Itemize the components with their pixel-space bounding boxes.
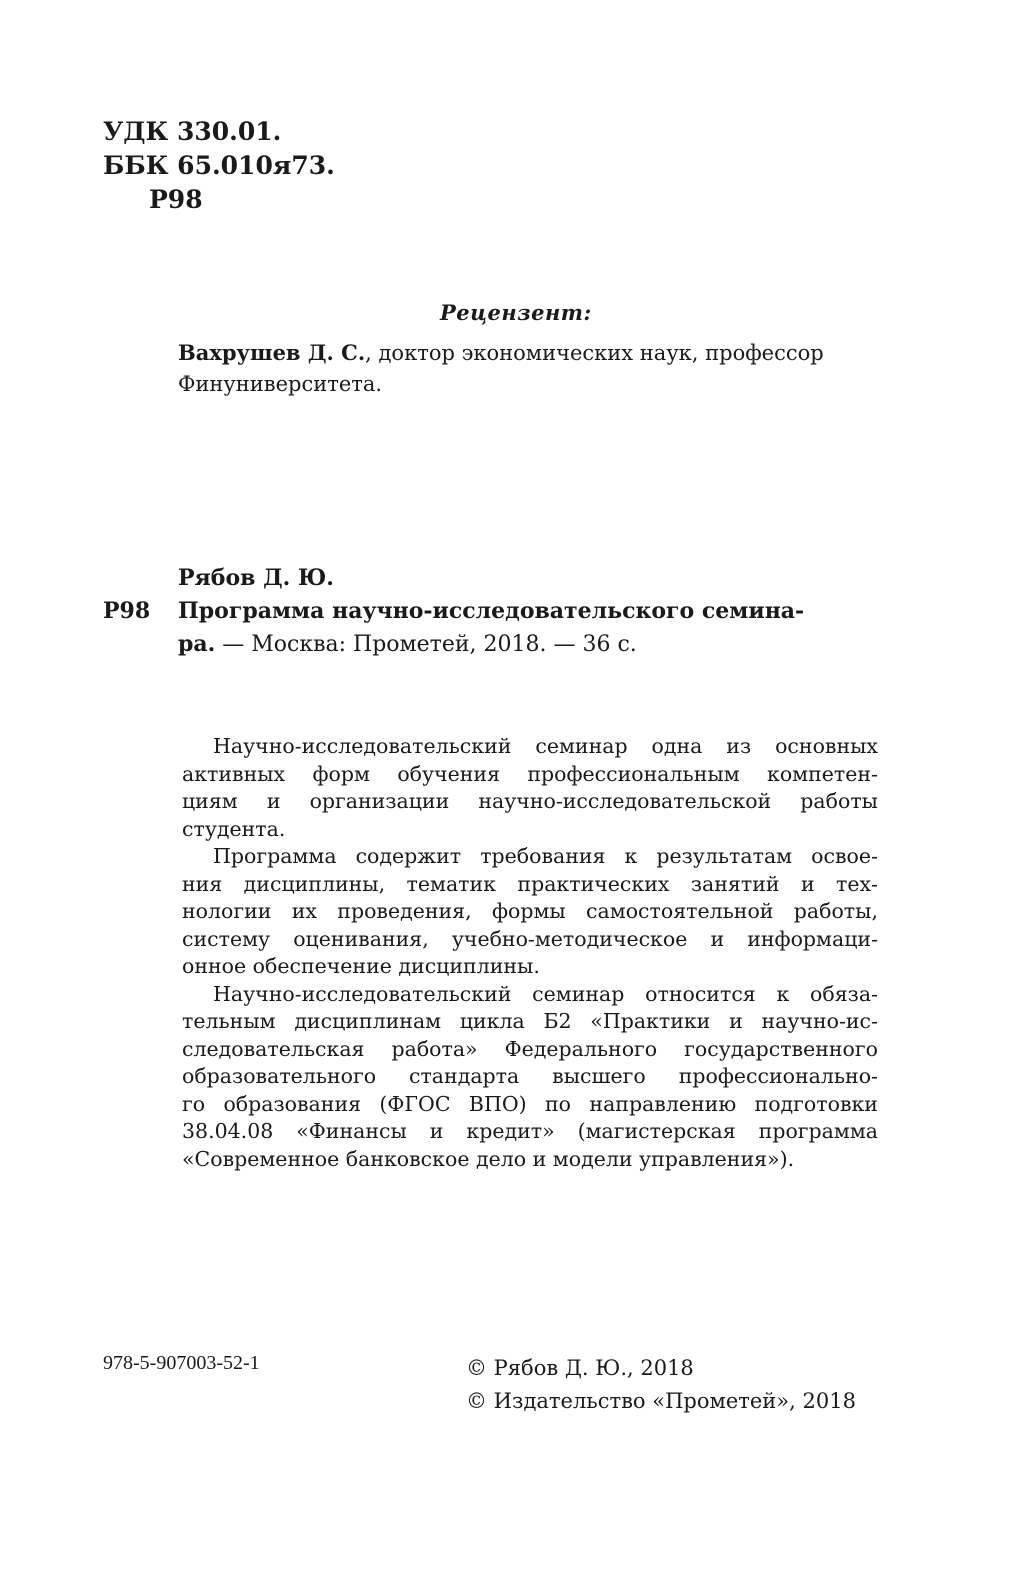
udc-code: УДК 330.01.	[103, 117, 282, 146]
abstract-line: Научно-исследовательский семинар одна из основных	[213, 734, 878, 758]
record-title-line-2: ра.	[178, 631, 216, 657]
abstract-line: активных форм обучения профессиональным компетен-	[182, 761, 878, 786]
isbn: 978-5-907003-52-1	[103, 1352, 260, 1374]
abstract	[182, 733, 878, 1173]
abstract-line: циям и организации научно-исследовательской работы	[182, 789, 878, 813]
record-author: Рябов Д. Ю.	[178, 565, 334, 591]
abstract-line: онное обеспечение дисциплины.	[182, 954, 540, 978]
abstract-line: Программа содержит требования к результатам освое-	[213, 844, 878, 868]
bbk-code: ББК 65.010я73.	[103, 151, 335, 180]
record-mark: Р98	[103, 598, 151, 624]
abstract-line: «Современное банковское дело и модели управления»).	[182, 1146, 795, 1171]
reviewer-affiliation: Финуниверситета.	[178, 372, 383, 396]
abstract-line: ния дисциплины, тематик практических занятий и тех-	[182, 871, 878, 896]
record-title-line-1: Программа научно-исследовательского семина-	[178, 598, 805, 624]
reviewer-info	[178, 337, 878, 400]
abstract-line: 38.04.08 «Финансы и кредит» (магистерская программа	[182, 1119, 878, 1143]
reviewer-line-1	[178, 337, 878, 369]
abstract-line: го образования (ФГОС ВПО) по направлению подготовки	[182, 1091, 878, 1116]
author-mark-code: Р98	[149, 185, 203, 214]
abstract-line: нологии их проведения, формы самостоятельной работы,	[182, 899, 878, 923]
reviewer-credentials: , доктор экономических наук, профессор	[365, 341, 824, 365]
reviewer-heading: Рецензент:	[440, 300, 592, 325]
copyright-publisher: © Издательство «Прометей», 2018	[466, 1389, 856, 1413]
classification-codes	[103, 115, 335, 217]
copyright-notices	[466, 1352, 856, 1418]
abstract-line: систему оценивания, учебно-методическое и информаци-	[182, 926, 878, 951]
abstract-line: студента.	[182, 816, 286, 841]
bibliographic-record	[103, 562, 878, 661]
reviewer-name: Вахрушев Д. С.	[178, 340, 366, 365]
record-imprint: — Москва: Прометей, 2018. — 36 с.	[215, 632, 637, 657]
abstract-line: тельным дисциплинам цикла Б2 «Практики и научно-ис-	[182, 1009, 878, 1033]
copyright-author: © Рябов Д. Ю., 2018	[466, 1356, 694, 1380]
abstract-line: следовательская работа» Федерального государственного	[182, 1036, 878, 1061]
abstract-line: образовательного стандарта высшего профессионально-	[182, 1064, 878, 1088]
abstract-line: Научно-исследовательский семинар относится к обяза-	[213, 981, 878, 1006]
